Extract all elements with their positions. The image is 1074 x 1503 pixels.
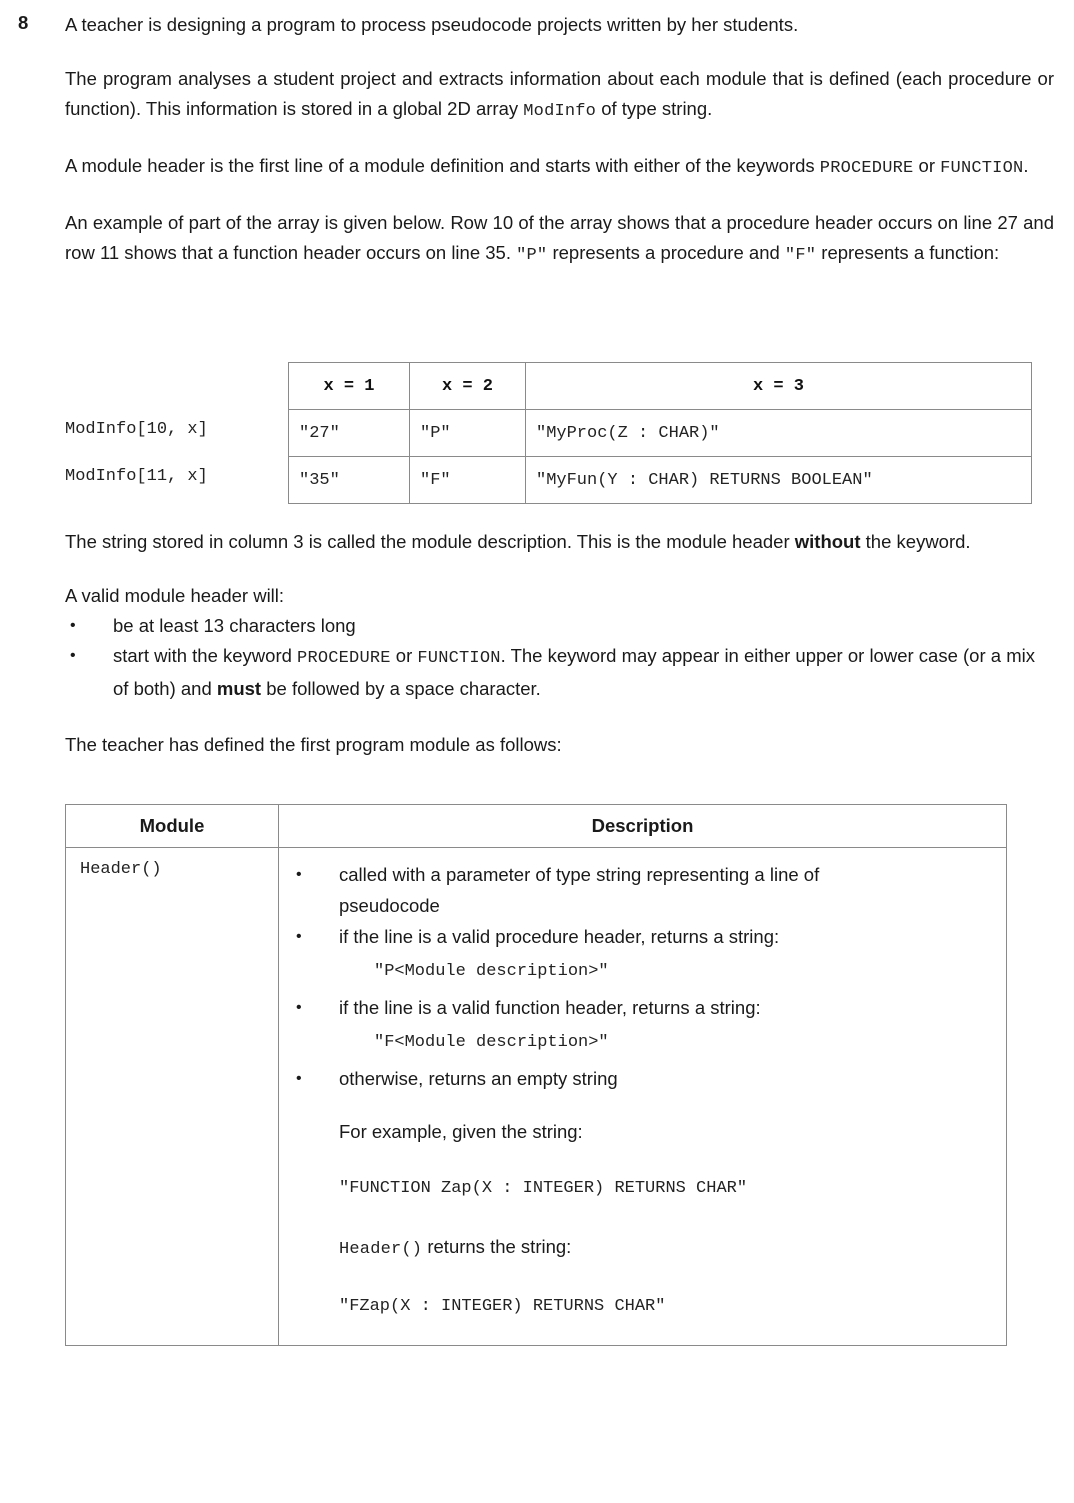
desc-bullet-4-text: otherwise, returns an empty string xyxy=(339,1068,618,1089)
intro-text: A teacher is designing a program to process pseudocode projects written by her students. xyxy=(65,14,799,35)
module-table-cell-description xyxy=(279,848,1007,1346)
bullet-2-mid: or xyxy=(390,645,418,666)
paragraph-module-header xyxy=(65,151,1054,184)
array-header-x3: x = 3 xyxy=(526,363,1032,410)
bullet-1-text: be at least 13 characters long xyxy=(113,615,356,636)
bullet-icon: • xyxy=(296,999,302,1016)
table-row xyxy=(66,848,1007,1346)
spacer xyxy=(291,1265,994,1287)
table-row xyxy=(289,457,1032,504)
list-item xyxy=(65,611,1054,641)
array-row-label-10: ModInfo[10, x] xyxy=(65,420,208,439)
desc-bullet-2-text: if the line is a valid procedure header, returns a string: xyxy=(339,926,780,947)
module-table-header-description: Description xyxy=(279,805,1007,848)
inline-code-header: Header() xyxy=(339,1240,423,1259)
paragraph-first-module: The teacher has defined the first program module as follows: xyxy=(65,734,562,755)
inline-code-function-bullet: FUNCTION xyxy=(417,649,501,668)
paragraph-array-example xyxy=(65,208,1054,271)
bullet-icon: • xyxy=(296,928,302,945)
paragraph-module-header-mid: or xyxy=(913,155,941,176)
module-description-list-3 xyxy=(291,1063,994,1094)
intro-paragraph xyxy=(65,10,1054,40)
valid-header-bullet-list xyxy=(65,611,1054,704)
array-cell-r10-c2: "P" xyxy=(410,410,526,457)
emphasis-must: must xyxy=(216,678,262,699)
list-item xyxy=(291,992,994,1023)
question-body xyxy=(65,10,1054,295)
paragraph-array-example-part-a: An example of part of the array is given below. Row 10 of the array shows that a procedure header occurs on line 27 and row 11 shows that a function header occurs on line 35. xyxy=(65,212,1054,263)
paragraph-array-example-part-b: represents a function: xyxy=(816,242,1000,263)
valid-header-lead: A valid module header will: xyxy=(65,585,285,606)
inline-code-modinfo: ModInfo xyxy=(523,102,597,121)
code-example-output: "FZap(X : INTEGER) RETURNS CHAR" xyxy=(339,1297,666,1316)
array-cell-r10-c1: "27" xyxy=(289,410,410,457)
paragraph-module-description xyxy=(65,527,1054,557)
module-definition-table xyxy=(65,804,1007,1346)
spacer xyxy=(291,1209,994,1231)
bullet-icon: • xyxy=(70,647,76,664)
bullet-icon: • xyxy=(296,866,302,883)
paragraph-array-example-mid: represents a procedure and xyxy=(547,242,785,263)
list-item xyxy=(291,921,994,952)
module-table-header-module: Module xyxy=(66,805,279,848)
question-number: 8 xyxy=(18,12,29,33)
bullet-2-part-c: be followed by a space character. xyxy=(261,678,541,699)
array-example-table xyxy=(288,362,1032,504)
desc-bullet-1-line-1: called with a parameter of type string representing a line of xyxy=(339,864,820,885)
list-item xyxy=(291,1063,994,1094)
question-body-lower xyxy=(65,527,1054,784)
inline-code-f: "F" xyxy=(784,246,817,265)
module-table-header-row xyxy=(66,805,1007,848)
spacer xyxy=(291,1147,994,1169)
module-description-body xyxy=(279,848,1006,1345)
bullet-icon: • xyxy=(296,1070,302,1087)
returns-text: returns the string: xyxy=(422,1236,572,1257)
array-table-header-row xyxy=(289,363,1032,410)
table-row xyxy=(289,410,1032,457)
array-cell-r10-c3: "MyProc(Z : CHAR)" xyxy=(526,410,1032,457)
returns-line xyxy=(291,1231,994,1265)
array-cell-r11-c3: "MyFun(Y : CHAR) RETURNS BOOLEAN" xyxy=(526,457,1032,504)
bullet-2-part-a: start with the keyword xyxy=(113,645,298,666)
inline-code-function: FUNCTION xyxy=(940,159,1024,178)
array-header-x1: x = 1 xyxy=(289,363,410,410)
code-procedure-return: "P<Module description>" xyxy=(374,962,609,981)
bullet-icon: • xyxy=(70,617,76,634)
paragraph-modinfo-part-a: The program analyses a student project and extracts information about each module that is defined (each procedure or function). This information is stored in a global 2D array xyxy=(65,68,1054,119)
paragraph-module-header-part-b: . xyxy=(1023,155,1029,176)
array-row-label-11: ModInfo[11, x] xyxy=(65,467,208,486)
inline-code-p: "P" xyxy=(516,246,548,265)
paragraph-modinfo xyxy=(65,64,1054,127)
desc-bullet-1-line-2: pseudocode xyxy=(339,895,440,916)
list-item xyxy=(65,641,1054,704)
paragraph-module-header-part-a: A module header is the first line of a module definition and starts with either of the keywords xyxy=(65,155,820,176)
array-cell-r11-c1: "35" xyxy=(289,457,410,504)
code-example-input: "FUNCTION Zap(X : INTEGER) RETURNS CHAR" xyxy=(339,1179,748,1198)
inline-code-procedure: PROCEDURE xyxy=(819,159,914,178)
bullet-2-part-b: . The keyword may appear in either upper or lower case (or a mix of both) and xyxy=(113,645,1035,699)
paragraph-module-description-part-b: the keyword. xyxy=(860,531,971,552)
spacer xyxy=(291,1094,994,1116)
example-lead-text: For example, given the string: xyxy=(339,1121,583,1142)
emphasis-without: without xyxy=(794,531,861,552)
module-description-list-2 xyxy=(291,992,994,1023)
desc-bullet-3-text: if the line is a valid function header, returns a string: xyxy=(339,997,761,1018)
list-item xyxy=(291,859,994,921)
array-header-x2: x = 2 xyxy=(410,363,526,410)
module-name: Header() xyxy=(80,860,162,879)
inline-code-procedure-bullet: PROCEDURE xyxy=(297,649,391,668)
module-table-cell-module xyxy=(66,848,279,1346)
paragraph-module-description-part-a: The string stored in column 3 is called the module description. This is the module header xyxy=(65,531,795,552)
module-description-list xyxy=(291,859,994,952)
array-cell-r11-c2: "F" xyxy=(410,457,526,504)
paragraph-modinfo-part-b: of type string. xyxy=(596,98,713,119)
code-function-return: "F<Module description>" xyxy=(374,1033,609,1052)
